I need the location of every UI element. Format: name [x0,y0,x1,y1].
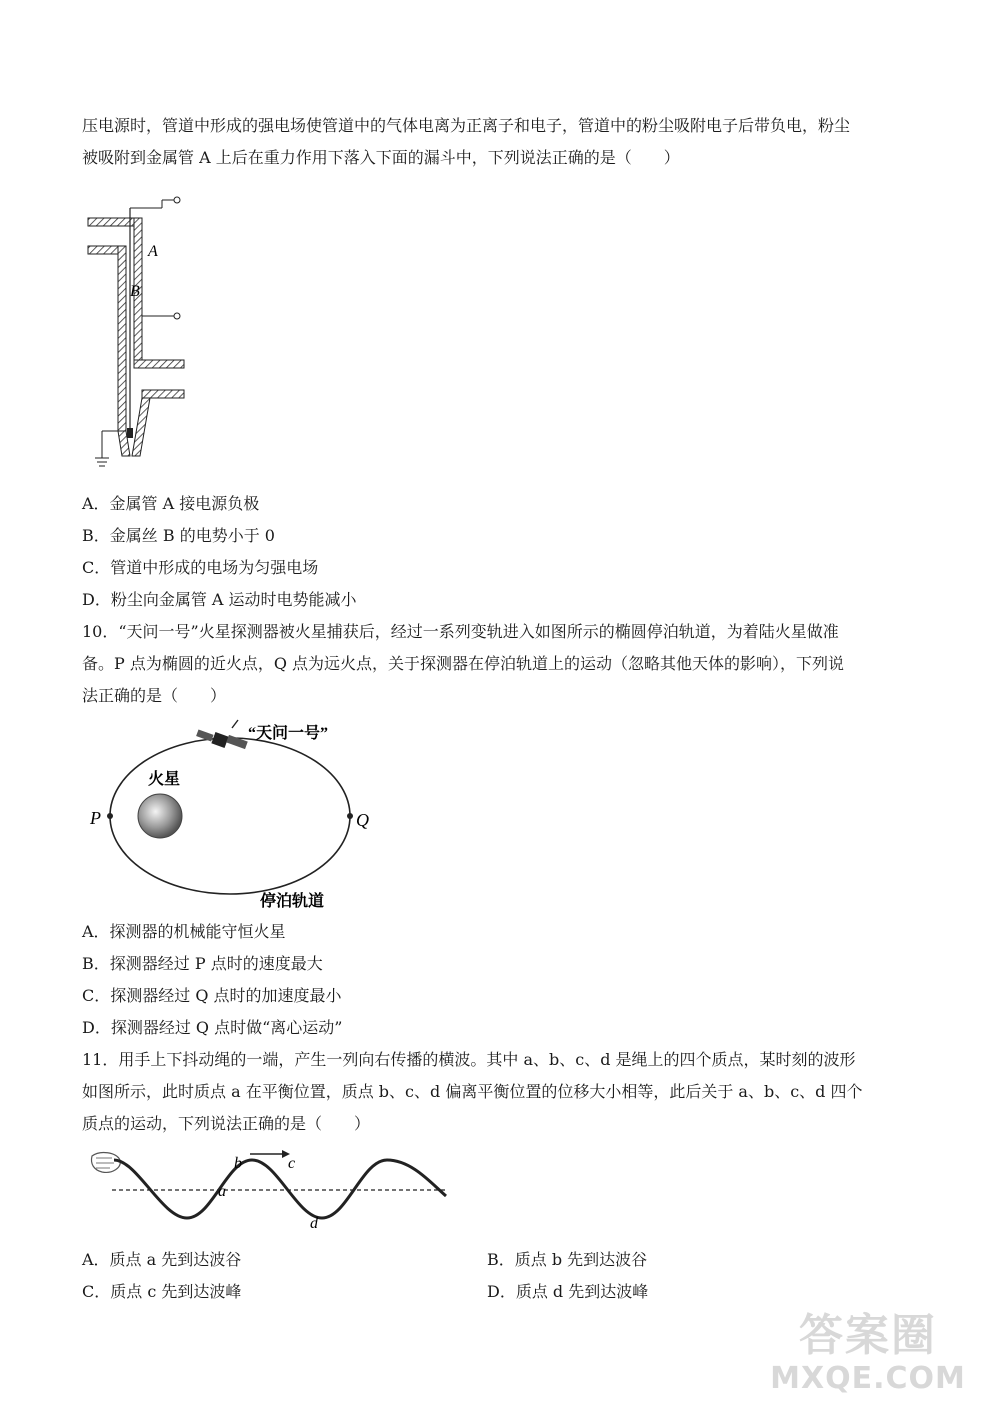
q9-label-b: B [130,283,140,300]
q10-mars-planet [138,794,182,838]
q11-stem-line-1: 11．用手上下抖动绳的一端，产生一列向右传播的横波。其中 a、b、c、d 是绳上的四个质点，某时刻的波形 [82,1050,856,1069]
q10-option-c[interactable]: C．探测器经过 Q 点时的加速度最小 [82,986,342,1005]
watermark-logo [758,1310,978,1400]
q11-wave-curve [114,1160,446,1218]
q10-orbit-label: 停泊轨道 [260,893,325,910]
q10-option-a[interactable]: A．探测器的机械能守恒火星 [82,922,286,941]
q11-label-d: d [310,1215,318,1232]
q10-option-d[interactable]: D．探测器经过 Q 点时做“离心运动” [82,1018,343,1037]
q10-probe-icon [196,720,248,749]
q9-label-a: A [148,243,158,260]
q9-option-c[interactable]: C．管道中形成的电场为匀强电场 [82,558,319,577]
q11-stem-line-2: 如图所示，此时质点 a 在平衡位置，质点 b、c、d 偏离平衡位置的位移大小相等，此后关于 a、b、c、d 四个 [82,1082,863,1101]
q10-q-label: Q [356,810,369,830]
q11-option-a[interactable]: A．质点 a 先到达波谷 [82,1250,242,1269]
q9-option-d[interactable]: D．粉尘向金属管 A 运动时电势能减小 [82,590,357,609]
q10-stem-line-1: 10．“天问一号”火星探测器被火星捕获后，经过一系列变轨进入如图所示的椭圆停泊轨道，为着陆火星做准 [82,622,839,641]
q9-precipitator-figure [82,190,202,475]
q10-mars-label: 火星 [148,771,181,788]
q11-label-c: c [288,1155,296,1172]
q11-option-c[interactable]: C．质点 c 先到达波峰 [82,1282,242,1301]
q11-label-a: a [218,1183,226,1200]
watermark-bottom-text: MXQE.COM [770,1361,966,1396]
q10-p-label: P [90,808,101,828]
q9-option-b[interactable]: B．金属丝 B 的电势小于 0 [82,526,275,545]
q9-option-a[interactable]: A．金属管 A 接电源负极 [82,494,260,513]
q10-orbit-figure [82,716,382,914]
q11-wave-figure [82,1144,452,1234]
q10-option-b[interactable]: B．探测器经过 P 点时的速度最大 [82,954,323,973]
hand-icon [91,1153,120,1173]
q9-stem-line-2: 被吸附到金属管 A 上后在重力作用下落入下面的漏斗中，下列说法正确的是（ ） [82,148,680,167]
q11-label-b: b [234,1155,242,1172]
watermark-top-text: 答案圈 [799,1310,937,1361]
q11-stem-line-3: 质点的运动，下列说法正确的是（ ） [82,1114,371,1133]
q10-probe-label: “天问一号” [248,725,329,742]
q9-stem-line-1: 压电源时，管道中形成的强电场使管道中的气体电离为正离子和电子，管道中的粉尘吸附电子后带负电，粉尘 [82,116,851,135]
q11-option-b[interactable]: B．质点 b 先到达波谷 [487,1250,648,1269]
q10-stem-line-3: 法正确的是（ ） [82,686,227,705]
q10-point-p [107,813,113,819]
q11-option-d[interactable]: D．质点 d 先到达波峰 [487,1282,649,1301]
q10-stem-line-2: 备。P 点为椭圆的近火点，Q 点为远火点，关于探测器在停泊轨道上的运动（忽略其他天体的影响），下列说 [82,654,845,673]
q10-point-q [347,813,353,819]
